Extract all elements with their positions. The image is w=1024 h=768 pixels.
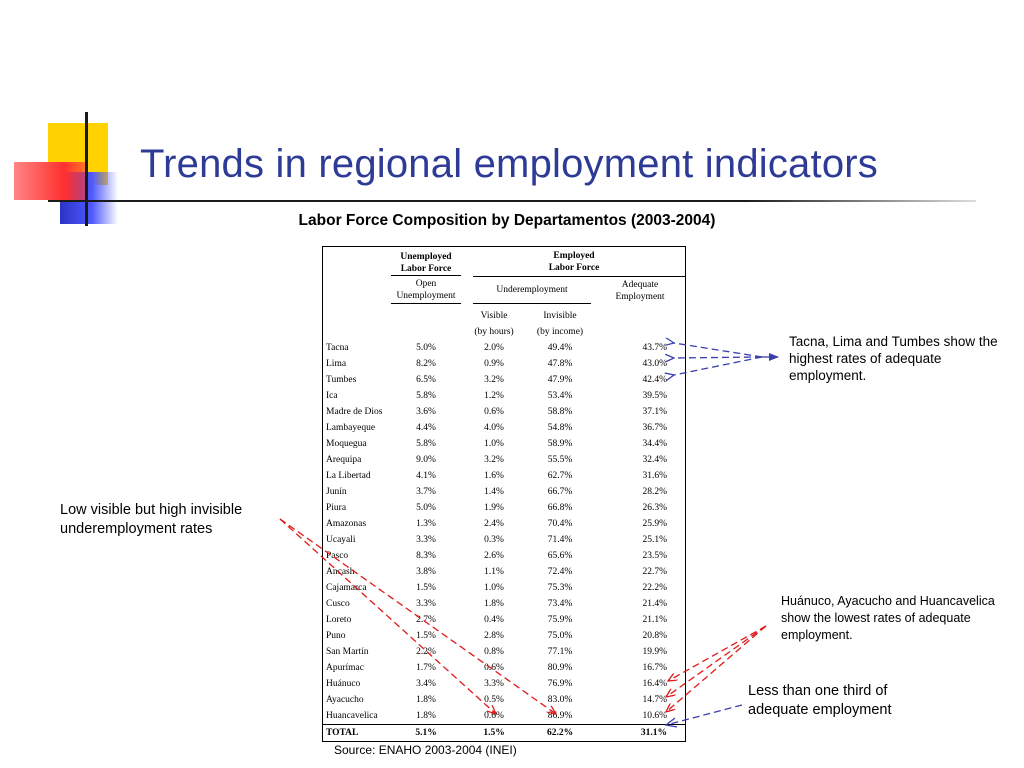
annotation-low-visible-line2: underemployment rates (60, 521, 213, 537)
visible-cell: 0.6% (484, 407, 504, 417)
invisible-cell: 86.9% (547, 711, 573, 721)
header-open-line2: Unemployment (391, 290, 461, 304)
table-row (323, 436, 685, 452)
visible-cell: 2.8% (484, 631, 504, 641)
open-unemployment-cell: 1.7% (416, 663, 436, 673)
region-cell: Ica (326, 391, 338, 401)
open-unemployment-cell: 1.5% (416, 583, 436, 593)
invisible-cell: 58.8% (547, 407, 573, 417)
table-total-row (323, 725, 685, 742)
labor-force-table (322, 246, 686, 742)
table-body (323, 340, 685, 725)
adequate-employment-cell: 23.5% (642, 551, 668, 561)
table-row (323, 516, 685, 532)
open-unemployment-cell: 3.8% (416, 567, 436, 577)
total-adequate: 31.1% (595, 725, 685, 742)
visible-cell: 1.0% (484, 439, 504, 449)
table-row (323, 356, 685, 372)
invisible-cell: 49.4% (547, 343, 573, 353)
header-invisible-line2: (by income) (536, 327, 584, 337)
visible-cell: 2.6% (484, 551, 504, 561)
region-cell: Loreto (326, 615, 352, 625)
open-unemployment-cell: 1.8% (416, 695, 436, 705)
open-unemployment-cell: 1.3% (416, 519, 436, 529)
table-row (323, 660, 685, 676)
header-employed-group (463, 247, 685, 277)
header-adequate-employment (595, 277, 685, 304)
header-unemployed-line1: Unemployed (400, 252, 452, 262)
table-row (323, 644, 685, 660)
adequate-employment-cell: 19.9% (642, 647, 668, 657)
header-open-unemployment (389, 277, 463, 304)
annotation-highest: Tacna, Lima and Tumbes show the highest rates of adequate employment. (789, 334, 998, 383)
table-header-row-2 (323, 277, 685, 304)
annotation-less-than-third (748, 682, 892, 720)
table-caption: Labor Force Composition by Departamentos (2003-2004) (298, 212, 716, 229)
open-unemployment-cell: 5.0% (416, 503, 436, 513)
open-unemployment-cell: 9.0% (416, 455, 436, 465)
adequate-employment-cell: 34.4% (642, 439, 668, 449)
table-row (323, 452, 685, 468)
open-unemployment-cell: 1.8% (416, 711, 436, 721)
invisible-cell: 75.9% (547, 615, 573, 625)
adequate-employment-cell: 20.8% (642, 631, 668, 641)
header-invisible-line1: Invisible (543, 311, 577, 321)
open-unemployment-cell: 8.3% (416, 551, 436, 561)
adequate-employment-cell: 26.3% (642, 503, 668, 513)
invisible-cell: 80.9% (547, 663, 573, 673)
table-row (323, 692, 685, 708)
open-unemployment-cell: 3.3% (416, 599, 436, 609)
open-unemployment-cell: 3.3% (416, 535, 436, 545)
invisible-cell: 47.9% (547, 375, 573, 385)
region-cell: La Libertad (326, 471, 371, 481)
adequate-employment-cell: 28.2% (642, 487, 668, 497)
adequate-employment-cell: 14.7% (642, 695, 668, 705)
adequate-employment-cell: 22.2% (642, 583, 668, 593)
table-row (323, 676, 685, 692)
open-unemployment-cell: 8.2% (416, 359, 436, 369)
open-unemployment-cell: 3.7% (416, 487, 436, 497)
open-unemployment-cell: 3.4% (416, 679, 436, 689)
region-cell: Moquegua (326, 439, 367, 449)
header-adequate-line2: Employment (615, 291, 665, 302)
table-row (323, 628, 685, 644)
table-row (323, 596, 685, 612)
table-row (323, 708, 685, 725)
header-visible-line1: Visible (480, 311, 508, 321)
logo-red-bar (14, 162, 86, 200)
invisible-cell: 54.8% (547, 423, 573, 433)
region-cell: Madre de Dios (326, 407, 383, 417)
visible-cell: 0.4% (484, 615, 504, 625)
total-open-unemployment: 5.1% (389, 725, 463, 742)
table-row (323, 500, 685, 516)
open-unemployment-cell: 4.1% (416, 471, 436, 481)
arrow-to-tacna (674, 343, 762, 357)
table-row (323, 468, 685, 484)
invisible-cell: 55.5% (547, 455, 573, 465)
visible-cell: 3.2% (484, 375, 504, 385)
invisible-cell: 47.8% (547, 359, 573, 369)
open-unemployment-cell: 5.8% (416, 391, 436, 401)
total-invisible: 62.2% (525, 725, 595, 742)
invisible-cell: 77.1% (547, 647, 573, 657)
header-unemployed-line2: Labor Force (391, 263, 461, 276)
region-cell: Huánuco (326, 679, 361, 689)
annotation-lowest: Huánuco, Ayacucho and Huancavelica show the lowest rates of adequate employment. (781, 594, 995, 642)
table-header-row-3 (323, 304, 685, 340)
logo-vertical-line (85, 112, 88, 226)
region-cell: Piura (326, 503, 347, 513)
table-row (323, 420, 685, 436)
region-cell: Puno (326, 631, 346, 641)
invisible-cell: 65.6% (547, 551, 573, 561)
open-unemployment-cell: 3.6% (416, 407, 436, 417)
invisible-cell: 75.0% (547, 631, 573, 641)
region-cell: Cusco (326, 599, 350, 609)
adequate-employment-cell: 43.0% (642, 359, 668, 369)
slide-title: Trends in regional employment indicators (140, 142, 878, 186)
table-row (323, 404, 685, 420)
table-header-row-1 (323, 247, 685, 277)
total-visible: 1.5% (463, 725, 525, 742)
visible-cell: 0.8% (484, 647, 504, 657)
open-unemployment-cell: 5.8% (416, 439, 436, 449)
visible-cell: 1.4% (484, 487, 504, 497)
visible-cell: 1.1% (484, 567, 504, 577)
header-open-line1: Open (415, 278, 437, 289)
source-note: Source: ENAHO 2003-2004 (INEI) (334, 743, 517, 757)
region-cell: Junín (326, 487, 347, 497)
arrow-to-tumbes (674, 357, 762, 375)
adequate-employment-cell: 16.7% (642, 663, 668, 673)
adequate-employment-cell: 21.1% (642, 615, 668, 625)
header-adequate-line1: Adequate (621, 279, 659, 290)
arrows-highest (674, 343, 778, 375)
invisible-cell: 72.4% (547, 567, 573, 577)
total-label: TOTAL (323, 725, 389, 742)
invisible-cell: 71.4% (547, 535, 573, 545)
open-unemployment-cell: 2.2% (416, 647, 436, 657)
visible-cell: 0.3% (484, 535, 504, 545)
open-unemployment-cell: 1.5% (416, 631, 436, 641)
visible-cell: 1.2% (484, 391, 504, 401)
region-cell: Ucayali (326, 535, 356, 545)
region-cell: Tumbes (326, 375, 357, 385)
adequate-employment-cell: 42.4% (642, 375, 668, 385)
visible-cell: 3.3% (484, 679, 504, 689)
visible-cell: 1.0% (484, 583, 504, 593)
open-unemployment-cell: 5.0% (416, 343, 436, 353)
invisible-cell: 76.9% (547, 679, 573, 689)
header-employed-line2: Labor Force (548, 263, 600, 273)
region-cell: Tacna (326, 343, 349, 353)
title-underline (48, 200, 976, 202)
adequate-employment-cell: 32.4% (642, 455, 668, 465)
visible-cell: 0.6% (484, 711, 504, 721)
region-cell: Ancash (326, 567, 355, 577)
visible-cell: 1.9% (484, 503, 504, 513)
invisible-cell: 70.4% (547, 519, 573, 529)
visible-cell: 3.2% (484, 455, 504, 465)
invisible-cell: 66.8% (547, 503, 573, 513)
adequate-employment-cell: 10.6% (642, 711, 668, 721)
region-cell: San Martín (326, 647, 369, 657)
visible-cell: 4.0% (484, 423, 504, 433)
invisible-cell: 83.0% (547, 695, 573, 705)
open-unemployment-cell: 4.4% (416, 423, 436, 433)
invisible-cell: 62.7% (547, 471, 573, 481)
adequate-employment-cell: 22.7% (642, 567, 668, 577)
visible-cell: 0.5% (484, 695, 504, 705)
header-unemployed-group (389, 247, 463, 277)
header-visible (463, 304, 525, 340)
adequate-employment-cell: 25.9% (642, 519, 668, 529)
adequate-employment-cell: 25.1% (642, 535, 668, 545)
table-row (323, 548, 685, 564)
open-unemployment-cell: 2.7% (416, 615, 436, 625)
table-row (323, 564, 685, 580)
header-employed-line1: Employed (553, 251, 595, 261)
open-unemployment-cell: 6.5% (416, 375, 436, 385)
visible-cell: 1.8% (484, 599, 504, 609)
visible-cell: 2.0% (484, 343, 504, 353)
visible-cell: 0.9% (484, 359, 504, 369)
header-underemployment-label: Underemployment (473, 277, 591, 304)
annotation-low-visible-line1: Low visible but high invisible (60, 502, 243, 518)
arrow-to-lima (674, 357, 762, 358)
invisible-cell: 58.9% (547, 439, 573, 449)
region-cell: Pasco (326, 551, 349, 561)
adequate-employment-cell: 37.1% (642, 407, 668, 417)
table-row (323, 612, 685, 628)
table-row (323, 484, 685, 500)
annotation-third-line1: Less than one third of (748, 683, 888, 699)
annotation-low-visible (60, 501, 242, 539)
header-visible-line2: (by hours) (474, 327, 514, 337)
region-cell: Lambayeque (326, 423, 376, 433)
region-cell: Apurímac (326, 663, 364, 673)
table-row (323, 372, 685, 388)
visible-cell: 0.6% (484, 663, 504, 673)
region-cell: Cajamarca (326, 583, 367, 593)
adequate-employment-cell: 36.7% (642, 423, 668, 433)
table-row (323, 580, 685, 596)
adequate-employment-cell: 39.5% (642, 391, 668, 401)
invisible-cell: 66.7% (547, 487, 573, 497)
adequate-employment-cell: 31.6% (642, 471, 668, 481)
invisible-cell: 73.4% (547, 599, 573, 609)
adequate-employment-cell: 16.4% (642, 679, 668, 689)
visible-cell: 1.6% (484, 471, 504, 481)
region-cell: Ayacucho (326, 695, 364, 705)
invisible-cell: 53.4% (547, 391, 573, 401)
region-cell: Amazonas (326, 519, 367, 529)
table-row (323, 532, 685, 548)
adequate-employment-cell: 21.4% (642, 599, 668, 609)
invisible-cell: 75.3% (547, 583, 573, 593)
visible-cell: 2.4% (484, 519, 504, 529)
header-underemployment (463, 277, 595, 304)
region-cell: Arequipa (326, 455, 362, 465)
adequate-employment-cell: 43.7% (642, 343, 668, 353)
table-row (323, 340, 685, 356)
annotation-third-line2: adequate employment (748, 702, 892, 718)
header-invisible (525, 304, 595, 340)
table-row (323, 388, 685, 404)
region-cell: Lima (326, 359, 347, 369)
region-cell: Huancavelica (326, 711, 378, 721)
